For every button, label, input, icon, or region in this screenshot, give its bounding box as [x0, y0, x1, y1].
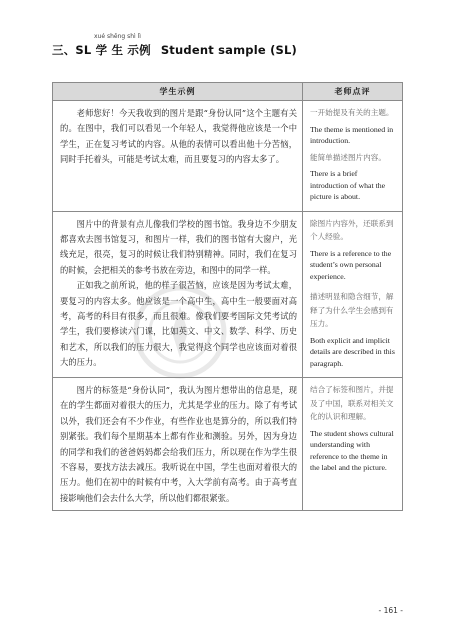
sample-cell: [53, 211, 303, 378]
sample-paragraph: 老师您好！今天我收到的图片是跟“身份认同”这个主题有关的。在图中，我们可以看见一个年轻人，我觉得他应该是一个中学生，正在复习考试的内容。从他的表情可以看出他十分苦恼，同时手托着头，可能是考试太难，而且要复习的内容太多了。: [60, 108, 297, 165]
sample-paragraph: 正如我之前所说，他的样子很苦恼，应该是因为考试太难，要复习的内容太多。他应该是一个高中生，高中生一般要面对高考，高考的科目有很多，而且很难。像我们要考国际文凭考试的学生，我们要修读六门课，比如英文、中文、数学、科学、历史和艺术，所以我们的压力很大，我觉得这个同学也应该面对着很大的压力。: [60, 280, 297, 368]
comment-chinese: 除图片内容外，还联系到个人经验。: [310, 218, 394, 241]
sample-cell: [53, 101, 303, 212]
table-header-row: [53, 83, 403, 101]
comment-cell: [303, 101, 403, 212]
comment-chinese: 一开始提及有关的主题。: [310, 108, 394, 117]
heading-pinyin: xué shēng shì lì: [94, 33, 141, 40]
comment-english: There is a brief introduction of what the picture is about.: [310, 169, 386, 201]
student-sample-table: [52, 82, 403, 511]
table-row: [53, 211, 403, 378]
section-title-chinese: 三、SL 学 生 示例: [52, 43, 151, 57]
comment-cell: [303, 211, 403, 378]
sample-paragraph: 图片中的背景有点儿像我们学校的图书馆。我身边不少朋友都喜欢去图书馆复习，和图片一样，我们的图书馆有大窗户，光线充足，很亮，复习的时候让我们特别精神。同时，我们在复习的时候，会把相关的参考书放在旁边，和图中的同学一样。: [60, 218, 297, 275]
sample-cell: [53, 378, 303, 511]
sample-paragraph: 图片的标签是“身份认同”，我认为图片想带出的信息是，现在的学生都面对着很大的压力，尤其是学业的压力。除了有考试以外，我们还会有不少作业，有些作业也是算分的，所以我们特别紧张。我们每个星期基本上都有作业和测验。另外，因为身边的同学和我们的爸爸妈妈都会给我们压力，所以现在作为学生很不容易，要找方法去减压。我听说在中国，学生也面对着很大的压力。他们在初中的时候有中考，入大学前有高考。由于高考直接影响他们会去什么大学，所以他们都很紧张。: [60, 385, 297, 503]
header-teacher-comment: 老师点评: [303, 83, 403, 101]
comment-chinese: 结合了标签和图片，并提及了中国，联系对相关文化的认识和理解。: [310, 385, 394, 421]
header-student-sample: 学生示例: [53, 83, 303, 101]
comment-cell: [303, 378, 403, 511]
section-title: [52, 42, 297, 58]
comment-english: There is a reference to the student’s own personal experience.: [310, 248, 392, 281]
section-title-english: Student sample (SL): [160, 43, 298, 57]
section-heading: [52, 33, 298, 58]
table-row: [53, 101, 403, 212]
comment-english: The student shows cultural understanding with reference to the theme in the label and the picture.: [310, 428, 394, 472]
comment-english: Both explicit and implicit details are described in this paragraph.: [310, 335, 395, 368]
comment-chinese: 能简单描述图片内容。: [310, 152, 386, 162]
page-number: - 161 -: [378, 606, 403, 615]
table-row: [53, 378, 403, 511]
comment-english: The theme is mentioned in introduction.: [310, 124, 394, 145]
comment-chinese: 描述明显和隐含细节，解释了为什么学生会感到有压力。: [310, 292, 394, 328]
